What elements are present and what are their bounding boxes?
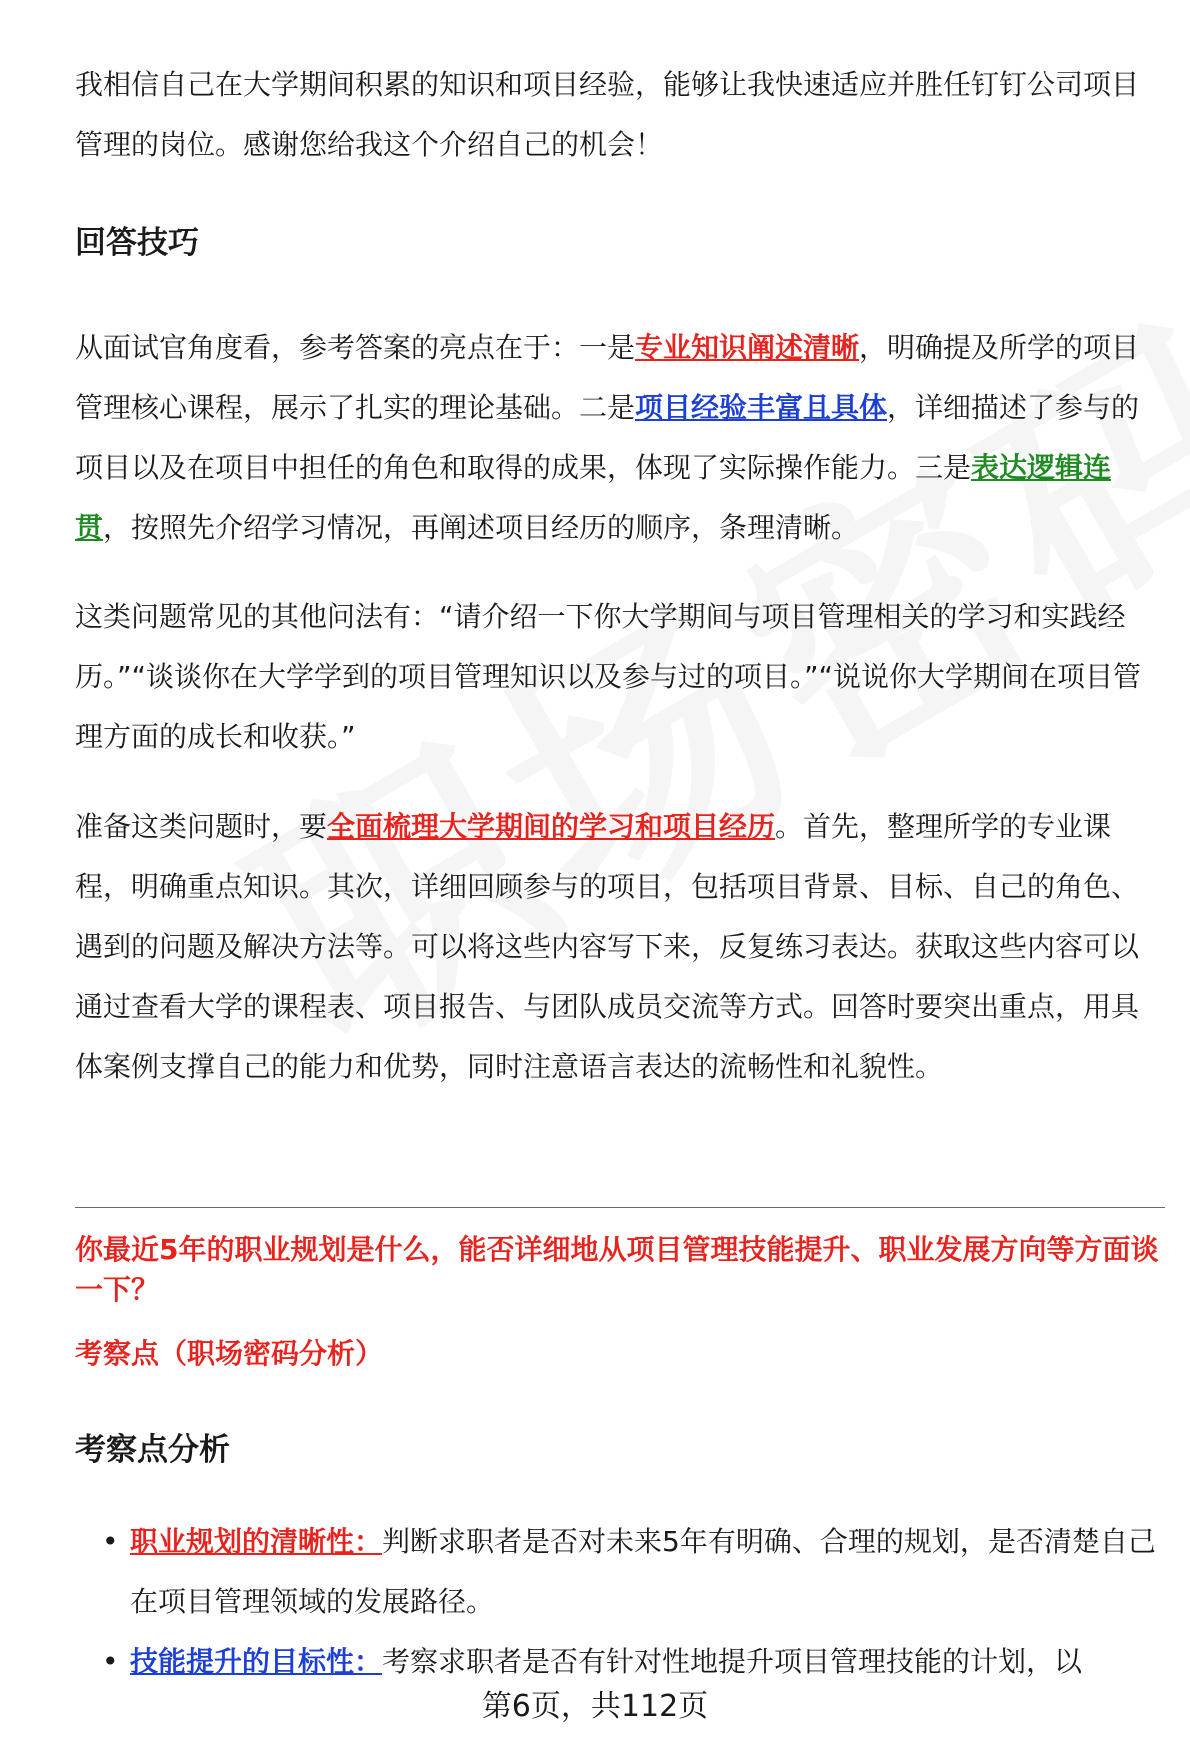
prep-text-1: 准备这类问题时，要 <box>75 810 328 843</box>
list-item <box>75 1512 1165 1632</box>
bullet-icon: • <box>102 1645 119 1678</box>
bullet-icon: • <box>102 1525 119 1558</box>
intro-paragraph: 我相信自己在大学期间积累的知识和项目经验，能够让我快速适应并胜任钉钉公司项目管理的岗位。感谢您给我这个介绍自己的机会！ <box>75 68 1140 161</box>
interview-question: 你最近5年的职业规划是什么，能否详细地从项目管理技能提升、职业发展方向等方面谈一下？ <box>75 1233 1159 1306</box>
variants-paragraph: 这类问题常见的其他问法有：“请介绍一下你大学期间与项目管理相关的学习和实践经历。”“谈谈你在大学学到的项目管理知识以及参与过的项目。”“说说你大学期间在项目管理方面的成长和收获。” <box>75 600 1142 753</box>
highlight-project-experience: 项目经验丰富且具体 <box>635 391 888 424</box>
bullet-label: 职业规划的清晰性： <box>130 1525 383 1558</box>
highlight-logic: 表达逻辑连贯 <box>75 451 1112 544</box>
prep-paragraph <box>75 797 1165 1097</box>
page-number: 第6页，共112页 <box>481 1689 709 1724</box>
analysis-list <box>75 1512 1165 1692</box>
tips-text-2: ，明确提及所学的项目管理核心课程，展示了扎实的理论基础。二是 <box>75 331 1140 424</box>
highlight-professional-knowledge: 专业知识阐述清晰 <box>635 331 860 364</box>
highlight-review-experience: 全面梳理大学期间的学习和项目经历 <box>327 810 776 843</box>
assessment-subtitle: 考察点（职场密码分析） <box>75 1337 384 1370</box>
tips-text-1: 从面试官角度看，参考答案的亮点在于：一是 <box>75 331 636 364</box>
section-divider <box>75 1207 1165 1208</box>
tips-text-4: ，按照先介绍学习情况，再阐述项目经历的顺序，条理清晰。 <box>103 511 860 544</box>
analysis-heading: 考察点分析 <box>75 1432 230 1468</box>
list-item <box>75 1632 1165 1692</box>
bullet-text: 判断求职者是否对未来5年有明确、合理的规划，是否清楚自己在项目管理领域的发展路径。 <box>130 1525 1156 1618</box>
tips-text-3: ，详细描述了参与的项目以及在项目中担任的角色和取得的成果，体现了实际操作能力。三是 <box>75 391 1140 484</box>
prep-text-2: 。首先，整理所学的专业课程，明确重点知识。其次，详细回顾参与的项目，包括项目背景、目标、自己的角色、遇到的问题及解决方法等。可以将这些内容写下来，反复练习表达。获取这些内容可以通过查看大学的课程表、项目报告、与团队成员交流等方式。回答时要突出重点，用具体案例支撑自己的能力和优势，同时注意语言表达的流畅性和礼貌性。 <box>75 810 1140 1083</box>
bullet-text: 考察求职者是否有针对性地提升项目管理技能的计划，以 <box>382 1645 1083 1678</box>
tips-heading: 回答技巧 <box>75 225 199 261</box>
bullet-label: 技能提升的目标性： <box>130 1645 383 1678</box>
tips-paragraph <box>75 318 1165 558</box>
